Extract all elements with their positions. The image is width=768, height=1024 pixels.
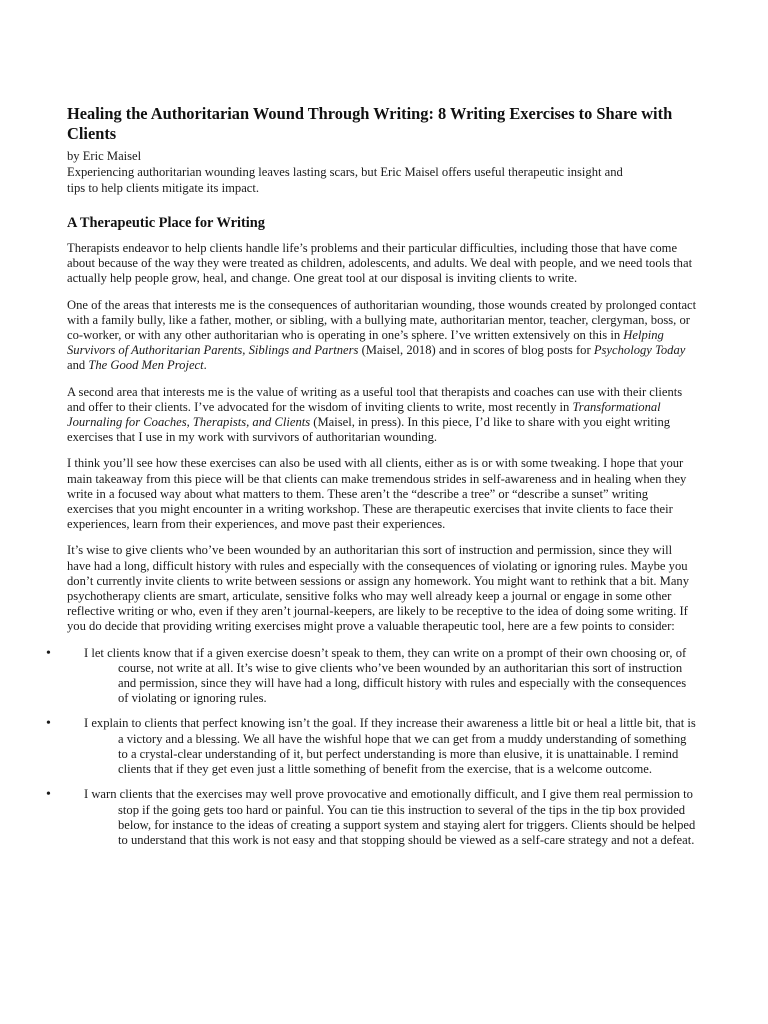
paragraph-2-text-c: and	[67, 358, 89, 373]
list-item: • I warn clients that the exercises may well prove provocative and emotionally difficult, and I give them real permission to stop if the going gets too hard or painful. You can tie this instruction to several of the tips in the tip box provided below, for instance to the ideas of creating a support system and staying alert for triggers. Clients should be helped to understand that this work is not easy and that stopping should be viewed as a self-care strategy and not a defeat.	[46, 787, 696, 847]
publication-good-men-project: The Good Men Project	[88, 358, 204, 373]
paragraph-2-text-d: .	[203, 358, 207, 373]
paragraph-2-text-a: One of the areas that interests me is the consequences of authoritarian wounding, those wounds created by prolonged contact with a family bully, like a father, mother, or sibling, with a bullying mate, authoritarian mentor, teacher, clergyman, boss, or co-worker, or with any other authoritarian who is operating in one’s sphere. I’ve written extensively on this in	[67, 297, 697, 343]
list-item-text: I let clients know that if a given exercise doesn’t speak to them, they can write on a prompt of their own choosing or, of course, not write at all. It’s wise to give clients who’ve been wounded by an authoritarian this sort of instruction and permission, since they will have had a long, difficult history with rules and especially with the consequences of violating or ignoring rules.	[84, 645, 687, 706]
paragraph-2-text-b: (Maisel, 2018) and in scores of blog posts for	[358, 343, 594, 358]
paragraph-3-text-a: A second area that interests me is the value of writing as a useful tool that therapists and coaches can use with their clients and offer to their clients. I’ve advocated for the wisdom of inviting clients to write, most recently in	[67, 384, 683, 414]
considerations-list	[46, 645, 697, 848]
article-teaser: Experiencing authoritarian wounding leaves lasting scars, but Eric Maisel offers useful therapeutic insight and tips to help clients mitigate its impact.	[67, 165, 623, 195]
paragraph-2	[67, 298, 697, 374]
book-title-helping-survivors: Helping Survivors of Authoritarian Parents, Siblings and Partners	[67, 328, 664, 358]
paragraph-3	[67, 385, 697, 446]
article-byline: by Eric Maisel	[67, 149, 142, 163]
paragraph-3-text-b: (Maisel, in press). In this piece, I’d like to share with you eight writing exercises that I use in my work with survivors of authoritarian wounding.	[67, 415, 671, 445]
list-item: • I let clients know that if a given exercise doesn’t speak to them, they can write on a prompt of their own choosing or, of course, not write at all. It’s wise to give clients who’ve been wounded by an authoritarian this sort of instruction and permission, since they will have had a long, difficult history with rules and especially with the consequences of violating or ignoring rules.	[46, 645, 687, 706]
section-heading: A Therapeutic Place for Writing	[67, 215, 265, 231]
article-page	[46, 104, 697, 858]
article-title: Healing the Authoritarian Wound Through Writing: 8 Writing Exercises to Share with Clients	[67, 104, 673, 143]
list-item: • I explain to clients that perfect knowing isn’t the goal. If they increase their awareness a little bit or heal a little bit, that is a victory and a blessing. We all have the wishful hope that we can get from a muddy understanding of something to a crystal-clear understanding of it, but perfect understanding is more than elusive, it is unattainable. I remind clients that if they get even just a little something of benefit from the exercise, that is a welcome outcome.	[46, 716, 696, 777]
book-title-transformational-journaling: Transformational Journaling for Coaches, Therapists, and Clients	[67, 399, 661, 430]
list-item-text: I warn clients that the exercises may well prove provocative and emotionally difficult, and I give them real permission to stop if the going gets too hard or painful. You can tie this instruction to several of the tips in the tip box provided below, for instance to the ideas of creating a support system and staying alert for triggers. Clients should be helped to understand that this work is not easy and that stopping should be viewed as a self-care strategy and not a defeat.	[84, 787, 696, 847]
publication-psychology-today: Psychology Today	[593, 343, 686, 358]
paragraph-5: It’s wise to give clients who’ve been wounded by an authoritarian this sort of instruction and permission, since they will have had a long, difficult history with rules and especially with the consequences of violating or ignoring rules. Maybe you don’t currently invite clients to write between sessions or assign any homework. You might want to rethink that a bit. Many psychotherapy clients are smart, articulate, sensitive folks who may well already keep a journal or engage in some other reflective writing or who, even if they aren’t journal-keepers, are likely to be receptive to the idea of doing some writing. If you do decide that providing writing exercises might prove a valuable therapeutic tool, here are a few points to consider:	[67, 543, 690, 634]
paragraph-4: I think you’ll see how these exercises can also be used with all clients, either as is or with some tweaking. I hope that your main takeaway from this piece will be that clients can make tremendous strides in self-awareness and in healing when they write in a focused way about what matters to them. These aren’t the “describe a tree” or “describe a sunset” writing exercises that you might encounter in a writing workshop. These are therapeutic exercises that invite clients to face their experiences, learn from their experiences, and move past their experiences.	[67, 456, 687, 532]
paragraph-1: Therapists endeavor to help clients handle life’s problems and their particular difficulties, including those that have come about because of the way they were treated as children, adolescents, and adults. We deal with people, and we need tools that actually help people grow, heal, and change. One great tool at our disposal is inviting clients to write.	[67, 241, 693, 286]
list-item-text: I explain to clients that perfect knowing isn’t the goal. If they increase their awareness a little bit or heal a little bit, that is a victory and a blessing. We all have the wishful hope that we can get from a muddy understanding of something to a crystal-clear understanding of it, but perfect understanding is more than elusive, it is unattainable. I remind clients that if they get even just a little something of benefit from the exercise, that is a welcome outcome.	[84, 716, 696, 777]
